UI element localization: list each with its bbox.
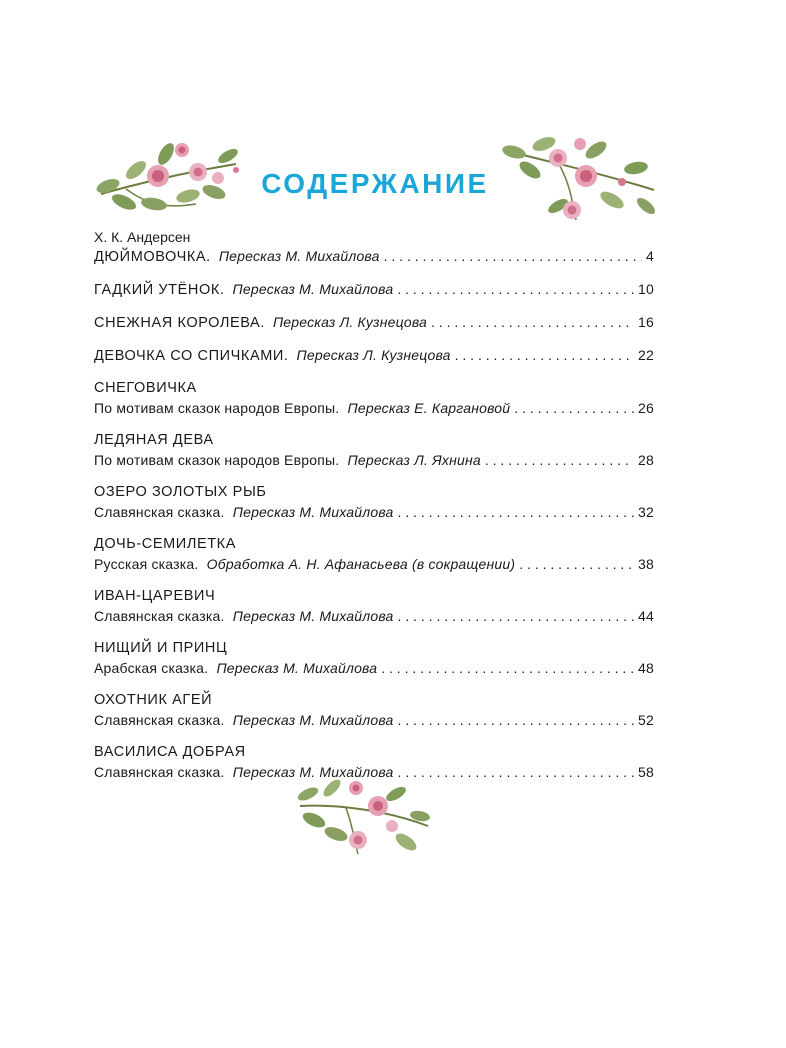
dot-leader [384, 246, 642, 266]
entry-page-number: 26 [638, 400, 654, 416]
toc-entry[interactable] [94, 246, 654, 267]
entry-title: ДЕВОЧКА СО СПИЧКАМИ. [94, 348, 289, 364]
toc-entry[interactable] [94, 345, 654, 366]
toc-entry[interactable] [94, 312, 654, 333]
toc-entry[interactable] [94, 378, 654, 418]
entry-title: СНЕЖНАЯ КОРОЛЕВА. [94, 315, 265, 331]
entry-page-number: 38 [638, 556, 654, 572]
entry-page-number: 32 [638, 504, 654, 520]
entry-page-number: 10 [638, 281, 654, 297]
entry-credit: Пересказ М. Михайлова [232, 281, 394, 297]
entry-credit: Пересказ М. Михайлова [232, 764, 394, 780]
dot-leader [398, 762, 634, 782]
entry-source: Славянская сказка. [94, 504, 225, 520]
entry-title: ИВАН-ЦАРЕВИЧ [94, 588, 216, 604]
toc-entry[interactable] [94, 279, 654, 300]
entry-title: ДЮЙМОВОЧКА. [94, 249, 211, 265]
dot-leader [398, 502, 634, 522]
entry-credit: Пересказ М. Михайлова [218, 248, 380, 264]
rose-branch-illustration [96, 134, 246, 226]
toc-entry[interactable] [94, 638, 654, 678]
entry-credit: Пересказ М. Михайлова [216, 660, 378, 676]
toc-entry[interactable] [94, 430, 654, 470]
rose-branch-illustration [500, 130, 658, 224]
entry-source: Славянская сказка. [94, 608, 225, 624]
entry-credit: Обработка А. Н. Афанасьева (в сокращении) [206, 556, 516, 572]
entry-credit: Пересказ Л. Кузнецова [272, 314, 428, 330]
dot-leader [455, 345, 634, 365]
entry-source: По мотивам сказок народов Европы. [94, 400, 340, 416]
entry-title: ОЗЕРО ЗОЛОТЫХ РЫБ [94, 484, 267, 500]
entry-credit: Пересказ Е. Каргановой [347, 400, 511, 416]
rose-branch-illustration [296, 776, 432, 858]
toc-entry[interactable] [94, 482, 654, 522]
entry-page-number: 4 [646, 248, 654, 264]
entry-title: ЛЕДЯНАЯ ДЕВА [94, 432, 214, 448]
entry-source: Арабская сказка. [94, 660, 209, 676]
entry-page-number: 16 [638, 314, 654, 330]
entry-source: По мотивам сказок народов Европы. [94, 452, 340, 468]
dot-leader [398, 606, 634, 626]
toc-entry[interactable] [94, 534, 654, 574]
dot-leader [485, 450, 634, 470]
entry-page-number: 52 [638, 712, 654, 728]
dot-leader [519, 554, 634, 574]
entry-credit: Пересказ Л. Яхнина [347, 452, 481, 468]
entry-credit: Пересказ Л. Кузнецова [296, 347, 451, 363]
page-title: СОДЕРЖАНИЕ [261, 168, 489, 199]
dot-leader [398, 710, 634, 730]
entry-title: ДОЧЬ-СЕМИЛЕТКА [94, 536, 236, 552]
dot-leader [431, 312, 634, 332]
entry-page-number: 48 [638, 660, 654, 676]
entry-credit: Пересказ М. Михайлова [232, 712, 394, 728]
entry-page-number: 22 [638, 347, 654, 363]
entry-source: Славянская сказка. [94, 764, 225, 780]
entry-source: Славянская сказка. [94, 712, 225, 728]
entry-source: Русская сказка. [94, 556, 199, 572]
entry-page-number: 44 [638, 608, 654, 624]
entry-credit: Пересказ М. Михайлова [232, 504, 394, 520]
entry-title: НИЩИЙ И ПРИНЦ [94, 640, 228, 656]
toc-entry[interactable] [94, 586, 654, 626]
entry-title: СНЕГОВИЧКА [94, 380, 197, 396]
entry-title: ОХОТНИК АГЕЙ [94, 692, 213, 708]
entry-title: ВАСИЛИСА ДОБРАЯ [94, 744, 246, 760]
entry-page-number: 28 [638, 452, 654, 468]
entry-page-number: 58 [638, 764, 654, 780]
dot-leader [514, 398, 634, 418]
dot-leader [397, 279, 634, 299]
dot-leader [381, 658, 634, 678]
toc-entry[interactable] [94, 690, 654, 730]
entry-title: ГАДКИЙ УТЁНОК. [94, 282, 225, 298]
table-of-contents [94, 228, 654, 782]
author-name: Х. К. Андерсен [94, 229, 191, 245]
entry-credit: Пересказ М. Михайлова [232, 608, 394, 624]
